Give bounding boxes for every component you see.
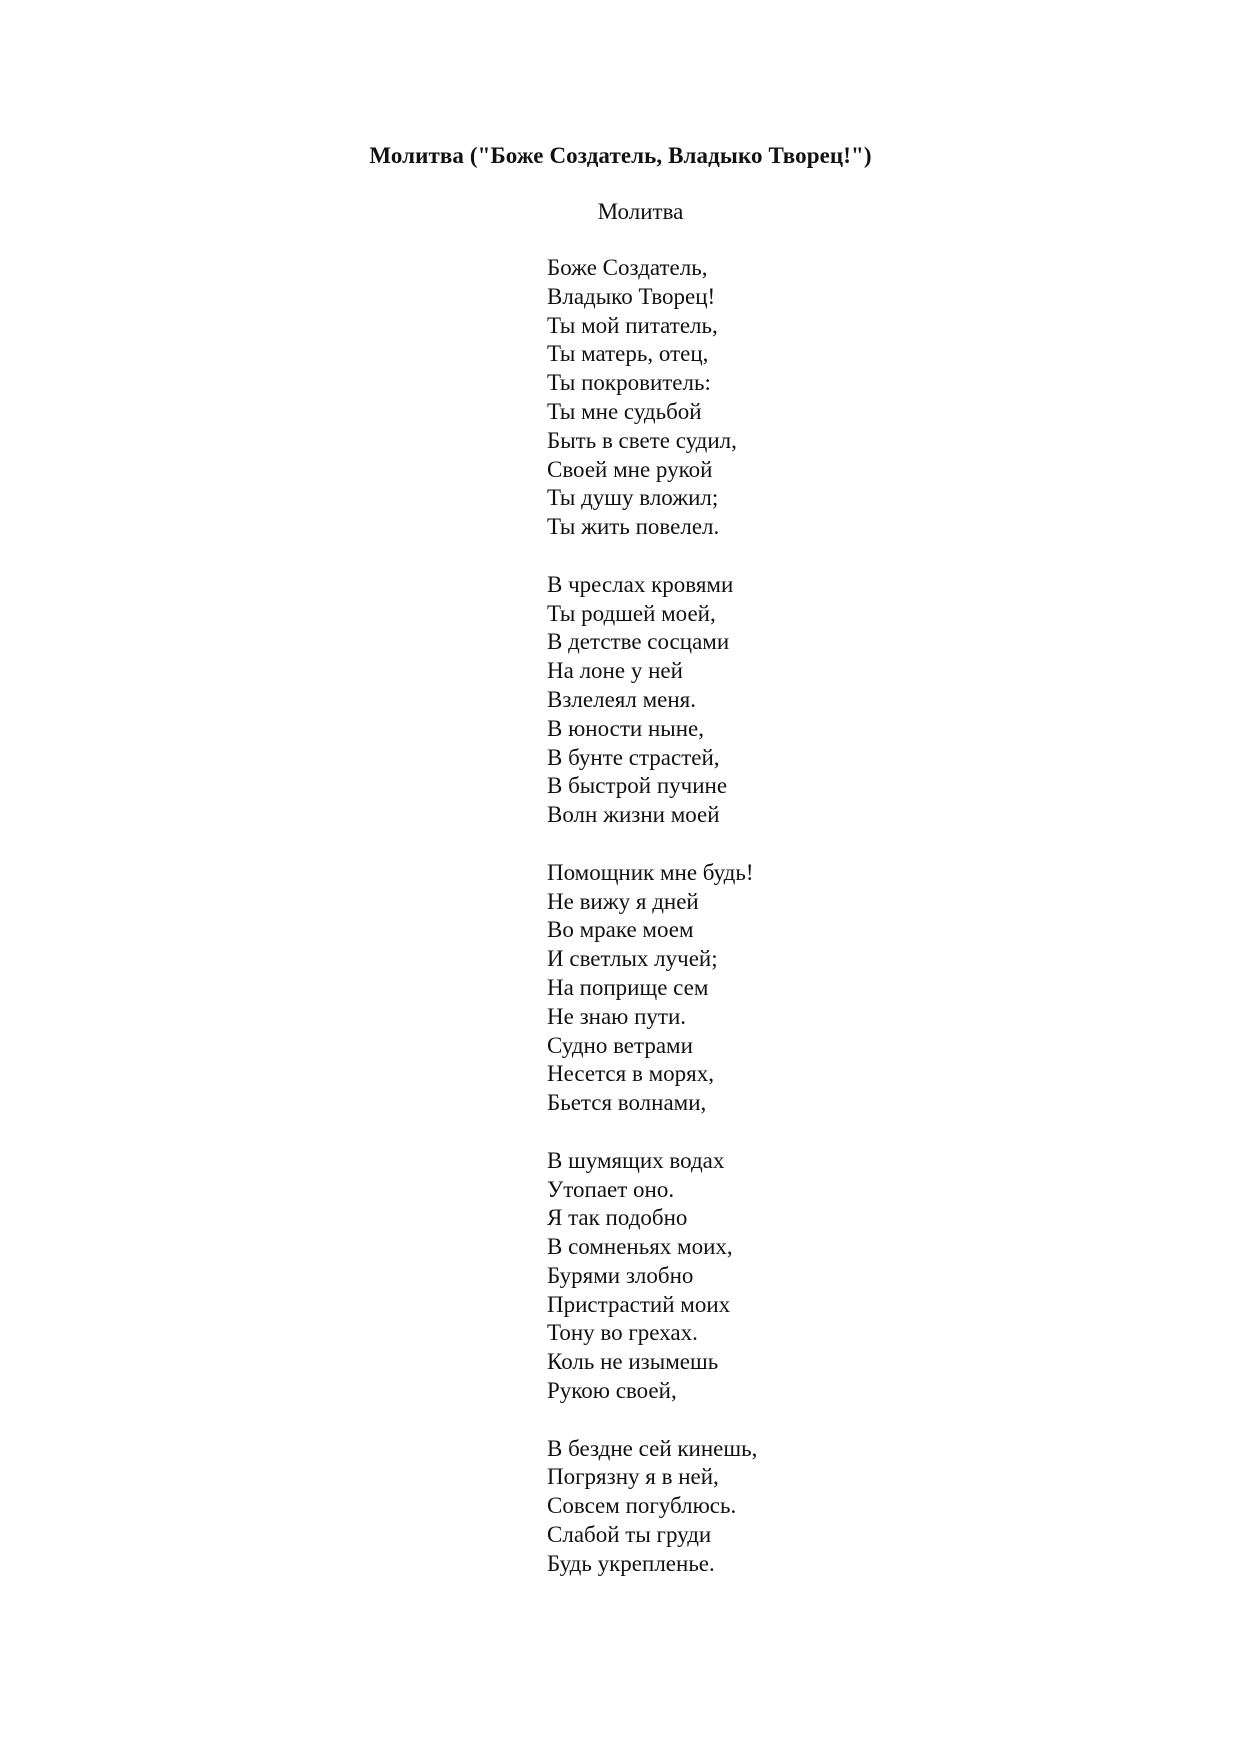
poem-line: На лоне у ней bbox=[547, 658, 683, 684]
poem-line: Ты мне судьбой bbox=[547, 398, 702, 424]
poem-line: Взлелеял меня. bbox=[547, 686, 697, 712]
poem-stanza bbox=[547, 1435, 1047, 1579]
poem-line: Во мраке моем bbox=[547, 917, 694, 943]
poem-stanza bbox=[547, 1147, 1047, 1406]
poem-stanza bbox=[547, 859, 1047, 1118]
poem-line: На поприще сем bbox=[547, 974, 709, 1000]
poem-stanza bbox=[547, 571, 1047, 830]
poem-line: Волн жизни моей bbox=[547, 802, 720, 828]
poem-line: Пристрастий моих bbox=[547, 1291, 731, 1317]
poem-line: Утопает оно. bbox=[547, 1176, 675, 1202]
poem-line: В чреслах кровями bbox=[547, 571, 734, 597]
poem-line: Совсем погублюсь. bbox=[547, 1493, 737, 1519]
poem-line: Не знаю пути. bbox=[547, 1003, 687, 1029]
poem-line: Ты душу вложил; bbox=[547, 485, 719, 511]
poem-body bbox=[547, 254, 1047, 1607]
poem-line: Своей мне рукой bbox=[547, 456, 713, 482]
poem-line: В быстрой пучине bbox=[547, 773, 728, 799]
poem-line: И светлых лучей; bbox=[547, 946, 718, 972]
poem-line: В детстве сосцами bbox=[547, 629, 730, 655]
poem-line: Ты родшей моей, bbox=[547, 600, 716, 626]
poem-line: В юности ныне, bbox=[547, 715, 705, 741]
poem-line: Я так подобно bbox=[547, 1205, 688, 1231]
poem-title: Молитва bbox=[597, 199, 684, 224]
poem-line: Быть в свете судил, bbox=[547, 427, 737, 453]
poem-line: В сомненьях моих, bbox=[547, 1234, 733, 1260]
poem-line: Несется в морях, bbox=[547, 1061, 714, 1087]
poem-line: Погрязну я в ней, bbox=[547, 1464, 719, 1490]
poem-line: Владыко Творец! bbox=[547, 283, 716, 309]
poem-line: Коль не изымешь bbox=[547, 1349, 719, 1375]
poem-line: В бунте страстей, bbox=[547, 744, 720, 770]
poem-line: Бьется волнами, bbox=[547, 1090, 707, 1116]
poem-line: Ты покровитель: bbox=[547, 370, 711, 396]
poem-line: Не вижу я дней bbox=[547, 888, 699, 914]
poem-line: В шумящих водах bbox=[547, 1147, 725, 1173]
poem-line: Ты мой питатель, bbox=[547, 312, 718, 338]
poem-line: Боже Создатель, bbox=[547, 255, 708, 280]
poem-line: Помощник мне будь! bbox=[547, 859, 754, 885]
poem-stanza bbox=[547, 254, 1047, 542]
poem-line: Рукою своей, bbox=[547, 1378, 677, 1404]
poem-line: Судно ветрами bbox=[547, 1032, 693, 1058]
poem-line: Слабой ты груди bbox=[547, 1522, 712, 1548]
poem-line: Бурями злобно bbox=[547, 1262, 694, 1288]
poem-line: Тону во грехах. bbox=[547, 1320, 698, 1346]
poem-line: Ты жить повелел. bbox=[547, 514, 720, 540]
poem-line: В бездне сей кинешь, bbox=[547, 1435, 758, 1461]
poem-line: Будь укрепленье. bbox=[547, 1550, 715, 1576]
document-title: Молитва ("Боже Создатель, Владыко Творец!") bbox=[369, 143, 872, 168]
poem-line: Ты матерь, отец, bbox=[547, 341, 709, 367]
